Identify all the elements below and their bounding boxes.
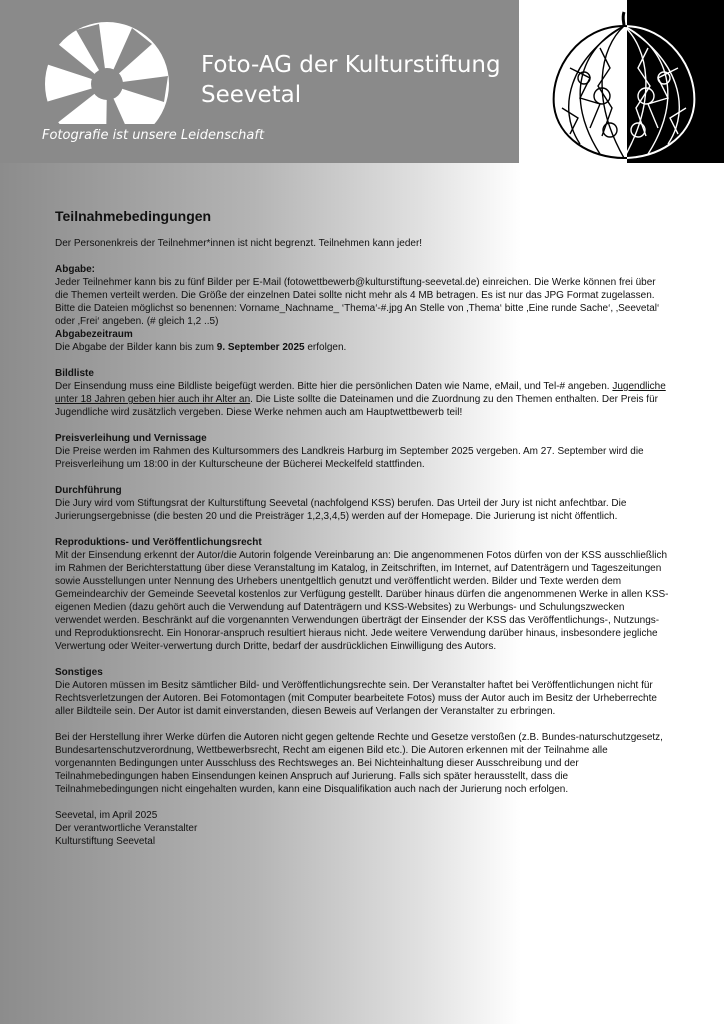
section-sonstiges: [55, 666, 670, 718]
signature-line-1: Seevetal, im April 2025: [55, 810, 158, 821]
bildliste-text-1: Der Einsendung muss eine Bildliste beigefügt werden. Bitte hier die persönlichen Daten wie Name, eMail, und Tel-# angeben.: [55, 381, 610, 392]
section-text-sonstiges-2: Bei der Herstellung ihrer Werke dürfen die Autoren nicht gegen geltende Rechte und Gesetze verstoßen (z.B. Bundes-naturschutzgesetz, Bundesartenschutzverordnung, Wettbewerbsrecht, Recht am eigenen Bild etc.). Die Autoren erkennen mit der Teilnahme alle vorgenannten Bedingungen unter Ausschluss des Rechtsweges an. Bei Nichteinhaltung dieser Ausschreibung und der Teilnahmebedingungen haben Einsendungen keinen Anspruch auf Jurierung. Falls sich später herausstellt, dass die Teilnahmebedingungen nicht eingehalten wurden, kann eine Disqualifikation auch nach der Jurierung noch erfolgen.: [55, 732, 663, 795]
bildliste-youth-note: Jugendliche unter 18 Jahren geben hier auch ihr Alter an: [55, 381, 666, 405]
section-heading-rechte: Reproduktions- und Veröffentlichungsrecht: [55, 537, 262, 548]
section-heading-sonstiges: Sonstiges: [55, 667, 103, 678]
bildliste-text-2: . Die Liste sollte die Dateinamen und die Zuordnung zu den Themen enthalten. Der Preis für Jugendliche wird zusätzlich vergeben. Diese Werke nehmen auch am Hauptwettbewerb teil!: [55, 394, 658, 418]
document-body: [55, 210, 670, 861]
section-abgabe: [55, 263, 670, 328]
section-rechte: [55, 536, 670, 653]
section-durchfuehrung: [55, 484, 670, 523]
section-heading-preisverleihung: Preisverleihung und Vernissage: [55, 433, 207, 444]
intro-text: Der Personenkreis der Teilnehmer*innen ist nicht begrenzt. Teilnehmen kann jeder!: [55, 238, 423, 249]
organization-title-line1: Foto-AG der Kulturstiftung: [201, 52, 501, 78]
section-heading-bildliste: Bildliste: [55, 368, 94, 379]
physalis-lantern-icon: [540, 8, 708, 163]
section-heading-durchfuehrung: Durchführung: [55, 485, 122, 496]
section-text-abgabe: Jeder Teilnehmer kann bis zu fünf Bilder per E-Mail (fotowettbewerb@kulturstiftung-seevetal.de) einreichen. Die Werke können frei über die Themen verteilt werden. Die Größe der einzelnen Datei sollte nicht mehr als 4 MB betragen. Es ist nur das JPG Format zugelassen. Bitte die Dateien möglichst so benennen: Vorname_Nachname_ ‘Thema‘-#.jpg An Stelle von ‚Thema‘ bitte ‚Eine runde Sache‘, ‚Seevetal‘ oder ‚Frei‘ angeben. (# gleich 1,2 ..5): [55, 277, 660, 327]
section-text-rechte: Mit der Einsendung erkennt der Autor/die Autorin folgende Vereinbarung an: Die angenommenen Fotos dürfen von der KSS ausschließlich im Rahmen der Berichterstattung über diese Veranstaltung im Katalog, in Zeitschriften, im Internet, auf Datenträgern und Tageszeitungen sowie Ausstellungen unter Nennung des Urhebers unentgeltlich genutzt und veröffentlicht werden. Bilder und Texte werden dem Gemeindearchiv der Gemeinde Seevetal kostenlos zur Verfügung gestellt. Darüber hinaus dürfen die angenommenen Werke in allen KSS-eigenen Medien (dazu gehört auch die Verwendung auf Datenträgern und KSS-Websites) zu Werbungs- und Schulungszwecken verwendet werden. Beschränkt auf die vorgenannten Verwendungen überträgt der Einsender der KSS das Veröffentlichungs-, Nutzungs- und Reproduktionsrecht. Ein Honorar-anspruch resultiert hieraus nicht. Jede weitere Verwendung darüber hinaus, insbesondere jegliche Verwertung oder Weiter-verwertung durch Dritte, bedarf der ausdrücklichen Einwilligung des Autors.: [55, 550, 669, 652]
section-abgabezeitraum: [55, 328, 670, 354]
header-banner: [0, 0, 519, 163]
organization-title: [201, 50, 501, 110]
deadline-date: 9. September 2025: [216, 342, 305, 353]
organization-title-line2: Seevetal: [201, 82, 302, 108]
section-text-sonstiges-1: Die Autoren müssen im Besitz sämtlicher Bild- und Veröffentlichungsrechte sein. Der Veranstalter haftet bei Veröffentlichungen nicht für Rechtsverletzungen der Autoren. Bei Fotomontagen (mit Computer bearbeitete Fotos) muss der Autor auch im Besitz der Urheberrechte aller Bildteile sein. Der Autor ist damit einverstanden, diesen Beweis auf Verlangen der Veranstalter zu erbringen.: [55, 680, 657, 717]
section-text-durchfuehrung: Die Jury wird vom Stiftungsrat der Kulturstiftung Seevetal (nachfolgend KSS) berufen. Das Urteil der Jury ist nicht anfechtbar. Die Jurierungsergebnisse (die besten 20 und die Preisträger 1,2,3,4,5) werden auf der Homepage. Die Jurierung ist nicht öffentlich.: [55, 498, 627, 522]
document-title: Teilnahmebedingungen: [55, 208, 212, 224]
section-heading-abgabe: Abgabe:: [55, 264, 95, 275]
abgabezeitraum-text-after: erfolgen.: [304, 342, 347, 353]
signature-line-3: Kulturstiftung Seevetal: [55, 836, 156, 847]
section-text-preisverleihung: Die Preise werden im Rahmen des Kultursommers des Landkreis Harburg im September 2025 vergeben. Am 27. September wird die Preisverleihung um 18:00 in der Kulturscheune der Bücherei Meckelfeld stattfinden.: [55, 446, 644, 470]
signature-line-2: Der verantwortliche Veranstalter: [55, 823, 198, 834]
tagline: Fotografie ist unsere Leidenschaft: [42, 128, 265, 143]
abgabezeitraum-text-before: Die Abgabe der Bilder kann bis zum: [55, 342, 217, 353]
camera-aperture-icon: [36, 20, 178, 124]
section-heading-abgabezeitraum: Abgabezeitraum: [55, 329, 133, 340]
section-bildliste: [55, 367, 670, 419]
signature-block: [55, 809, 670, 848]
section-preisverleihung: [55, 432, 670, 471]
